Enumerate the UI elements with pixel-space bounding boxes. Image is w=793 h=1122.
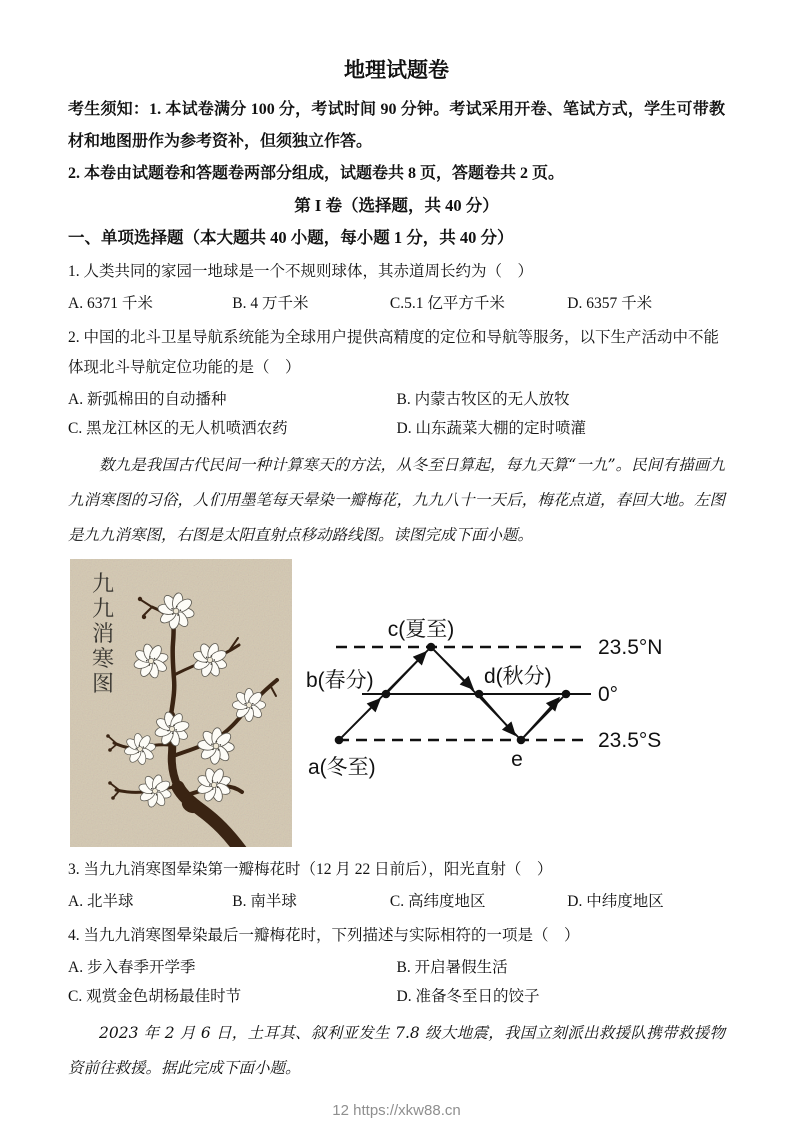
arrow-to-end: [521, 698, 559, 740]
notice-line2: 2. 本卷由试题卷和答题卷两部分组成，试题卷共 8 页，答题卷共 2 页。: [68, 165, 565, 182]
question-1-text: 1. 人类共同的家园一地球是一个不规则球体，其赤道周长约为（ ）: [68, 263, 534, 280]
latitude-label-south: 23.5°S: [598, 729, 662, 752]
option-a: A. 步入春季开学季: [68, 959, 196, 976]
arrow-to-e: [479, 694, 515, 735]
diagram-label-c: c(夏至): [387, 618, 455, 641]
point-c: [427, 643, 436, 652]
option-a: A. 北半球: [68, 893, 134, 910]
page-footer-link[interactable]: 12 https://xkw88.cn: [332, 1102, 461, 1119]
question-4: [68, 921, 725, 1011]
point-b: [382, 690, 391, 699]
diagram-label-e: e: [511, 748, 523, 771]
passage-earthquake: 2023 年 2 月 6 日，土耳其、叙利亚发生 7.8 级大地震，我国立刻派出救援队携带救援物资前往救援。据此完成下面小题。: [68, 1024, 725, 1077]
notice-line1: 考生须知：1. 本试卷满分 100 分，考试时间 90 分钟。考试采用开卷、笔试方式，学生可带教材和地图册作为参考资补，但须独立作答。: [68, 101, 725, 150]
option-c: C. 黑龙江林区的无人机喷洒农药: [68, 420, 288, 437]
question-3-text: 3. 当九九消寒图晕染第一瓣梅花时（12 月 22 日前后），阳光直射（ ）: [68, 861, 553, 878]
option-c: C.5.1 亿平方千米: [389, 295, 505, 312]
diagram-label-a: a(冬至): [308, 756, 376, 779]
point-d: [475, 690, 484, 699]
calligraphy-char: 消: [91, 622, 115, 647]
option-d: D. 中纬度地区: [567, 893, 664, 910]
question-1-options: [68, 289, 725, 318]
option-b: B. 内蒙古牧区的无人放牧: [396, 391, 570, 408]
plum-blossom-painting: [70, 559, 292, 847]
question-4-options: [68, 953, 725, 1011]
option-b: B. 南半球: [232, 893, 297, 910]
part1-header: 第 I 卷（选择题，共 40 分）: [294, 196, 499, 215]
question-4-text: 4. 当九九消寒图晕染最后一瓣梅花时，下列描述与实际相符的一项是（ ）: [68, 927, 580, 944]
option-d: D. 6357 千米: [567, 295, 653, 312]
option-b: B. 开启暑假生活: [396, 959, 508, 976]
option-a: A. 新弧棉田的自动播种: [68, 391, 227, 408]
question-3: [68, 855, 725, 916]
question-3-options: [68, 887, 725, 916]
arrow-to-c: [386, 652, 426, 694]
calligraphy-char: 寒: [91, 647, 115, 672]
arrow-to-d: [431, 647, 473, 689]
question-2-text: 2. 中国的北斗卫星导航系统能为全球用户提供高精度的定位和导航等服务，以下生产活动中不能体现北斗导航定位功能的是（ ）: [68, 329, 720, 376]
arrow-to-b: [339, 699, 380, 740]
sun-direct-point-diagram: [298, 603, 698, 793]
diagram-label-b: b(春分): [306, 669, 374, 692]
calligraphy-char: 九: [91, 572, 115, 597]
point-end: [562, 690, 571, 699]
latitude-label-equator: 0°: [598, 683, 619, 706]
section1-header: 一、单项选择题（本大题共 40 小题，每小题 1 分，共 40 分）: [68, 228, 514, 247]
option-a: A. 6371 千米: [68, 295, 153, 312]
latitude-label-north: 23.5°N: [598, 636, 663, 659]
question-1: [68, 257, 725, 318]
figure-row: [68, 557, 725, 849]
option-d: D. 山东蔬菜大棚的定时喷灌: [396, 420, 586, 437]
option-b: B. 4 万千米: [232, 295, 309, 312]
question-2: [68, 323, 725, 443]
calligraphy-char: 图: [91, 672, 115, 697]
option-d: D. 准备冬至日的饺子: [396, 988, 540, 1005]
painting-vertical-title: [92, 572, 114, 697]
option-c: C. 观赏金色胡杨最佳时节: [68, 988, 242, 1005]
page-title: 地理试题卷: [344, 58, 449, 82]
passage-jiujiu: 数九是我国古代民间一种计算寒天的方法，从冬至日算起，每九天算“一九”。民间有描画九九消寒图的习俗，人们用墨笔每天晕染一瓣梅花，九九八十一天后，梅花点道，春回大地。左图是九九消寒图，右图是太阳直射点移动路线图。读图完成下面小题。: [68, 456, 725, 544]
option-c: C. 高纬度地区: [389, 893, 486, 910]
diagram-label-d: d(秋分): [484, 665, 552, 688]
question-2-options: [68, 385, 725, 443]
point-a: [335, 736, 344, 745]
calligraphy-char: 九: [91, 597, 115, 622]
point-e: [517, 736, 526, 745]
